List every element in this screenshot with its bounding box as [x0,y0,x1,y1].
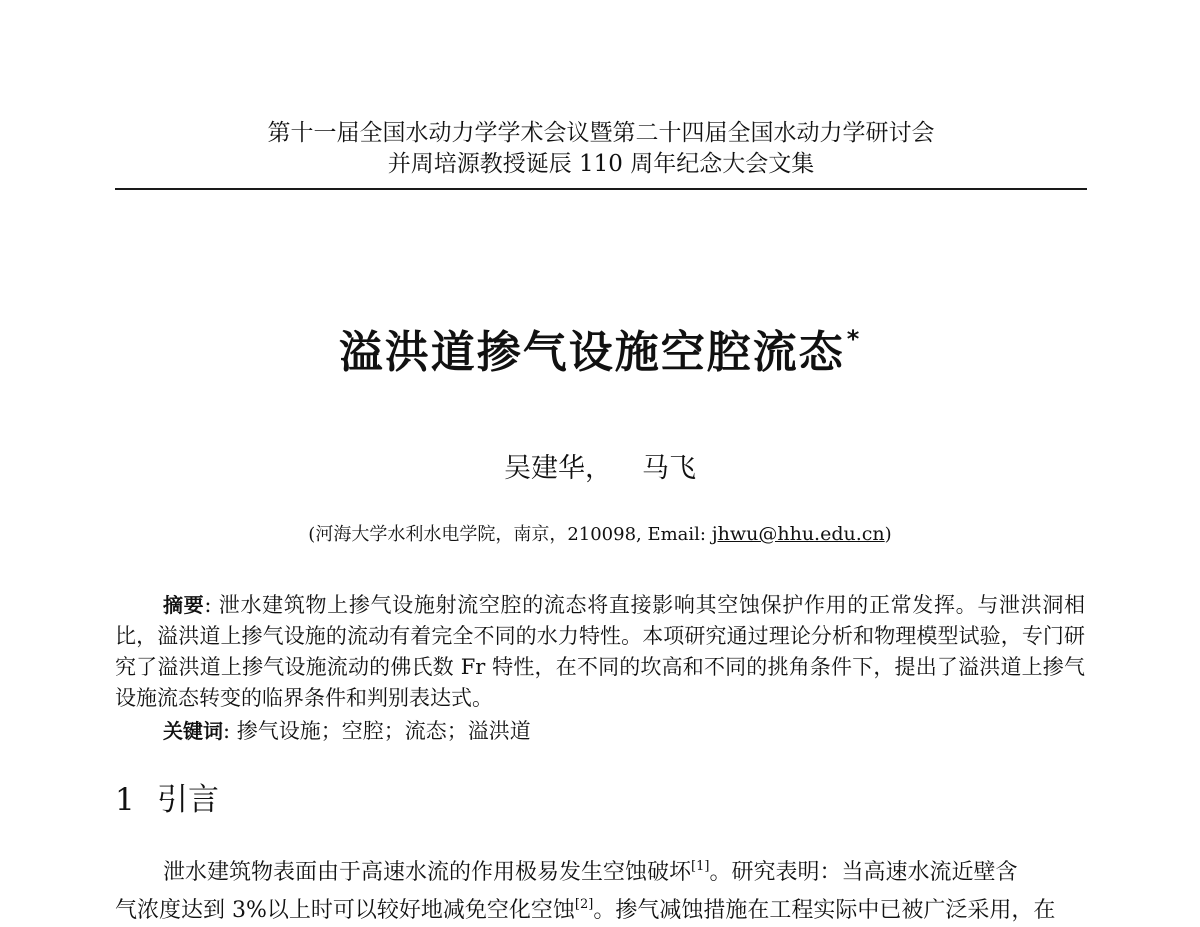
paragraph-1-line-2 [115,889,1085,927]
para1-line2-a: 气浓度达到 3%以上时可以较好地减免空化空蚀 [115,898,575,923]
keywords [163,715,531,745]
author-2: 马飞 [642,453,696,484]
paper-title-text: 溢洪道掺气设施空腔流态 [338,327,845,378]
affiliation-end: ) [884,524,892,545]
keywords-text: 掺气设施；空腔；流态；溢洪道 [236,719,531,743]
email-link[interactable]: jhwu@hhu.edu.cn [711,523,885,545]
abstract-text: 泄水建筑物上掺气设施射流空腔的流态将直接影响其空蚀保护作用的正常发挥。与泄洪洞相比，溢洪道上掺气设施的流动有着完全不同的水力特性。本项研究通过理论分析和物理模型试验，专门研究了溢洪道上掺气设施流动的佛氏数 Fr 特性，在不同的坎高和不同的挑角条件下，提出了溢洪道上掺气设施流态转变的临界条件和判别表达式。 [115,593,1086,710]
section-heading-1 [115,774,219,819]
para1-line2-b: 。掺气减蚀措施在工程实际中已被广泛采用，在 [593,898,1056,923]
para1-text-a: 泄水建筑物表面由于高速水流的作用极易发生空蚀破坏 [163,860,692,885]
authors [0,446,1200,485]
citation-1: [1] [691,859,710,874]
paper-title [0,316,1200,380]
title-footnote-mark: * [846,325,862,353]
header-rule [115,188,1087,190]
para1-text-b: 。研究表明：当高速水流近壁含 [709,860,1018,885]
header-line-2: 并周培源教授诞辰 110 周年纪念大会文集 [387,151,815,177]
affiliation-text: (河海大学水利水电学院，南京，210098, Email: [308,524,712,545]
citation-2: [2] [574,897,594,912]
keywords-label: 关键词 [163,719,223,743]
author-1: 吴建华， [504,453,612,484]
abstract-colon: : [204,593,219,617]
affiliation [0,520,1200,546]
keywords-colon: : [223,719,237,743]
body-text [115,851,1085,927]
header-line-1: 第十一届全国水动力学学术会议暨第二十四届全国水动力学研讨会 [267,120,935,146]
section-number: 1 [115,782,135,818]
proceedings-header [115,118,1087,180]
paragraph-1 [115,851,1085,889]
section-title: 引言 [157,782,219,818]
abstract-label: 摘要 [163,593,205,617]
abstract [115,590,1085,714]
